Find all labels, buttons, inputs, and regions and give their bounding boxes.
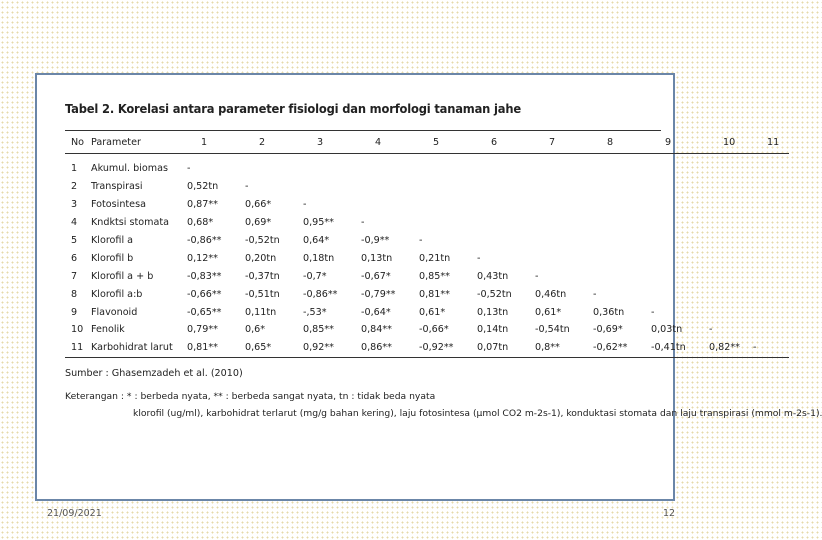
table-cell [361,196,419,214]
table-cell: 0,18tn [303,252,335,264]
units-note: klorofil (ug/ml), karbohidrat terlarut (mg/g bahan kering), laju fotosintesa (µmol CO2 m-2s-1), konduktasi stomata dan laju transpirasi (mmol m-2s-1). [133,407,822,419]
table-cell: 0,46tn [535,288,567,300]
table-row [65,303,789,321]
table-cell: -0,66** [187,288,222,300]
table-cell: -0,64* [361,306,391,318]
table-cell [709,214,753,232]
table-cell: - [477,252,481,264]
table-cell [593,154,651,178]
table-cell: -0,92** [419,339,477,357]
table-cell: - [361,217,365,229]
row-number: 7 [71,270,78,282]
table-cell [651,196,709,214]
table-cell: 0,85** [419,270,450,282]
table-cell [709,232,753,250]
table-cell [651,178,709,196]
table-cell [477,196,535,214]
table-cell: 0,52tn [187,181,219,193]
table-cell [709,178,753,196]
column-header: 6 [477,131,535,154]
table-cell [419,178,477,196]
table-row [65,339,789,357]
table-cell: 0,14tn [477,324,509,336]
table-cell: -0,66* [419,324,449,336]
table-cell [303,178,361,196]
table-cell: - [651,306,655,318]
table-cell: 0,36tn [593,306,625,318]
parameter-name: Fotosintesa [91,199,146,211]
row-number: 3 [71,199,78,211]
table-cell [535,154,593,178]
row-number: 4 [71,217,78,229]
parameter-name: Transpirasi [91,181,143,193]
table-cell: -0,7* [303,270,327,282]
table-cell: 0,61* [535,306,562,318]
table-cell [709,249,753,267]
column-header: 1 [187,131,245,154]
table-row [65,321,789,339]
table-cell [753,232,789,250]
parameter-name: Klorofil b [91,252,134,264]
table-cell: 0,21tn [419,252,451,264]
column-header: 11 [753,131,789,154]
table-cell [753,285,789,303]
table-cell: 0,64* [303,235,330,246]
table-cell [651,214,709,232]
footer-date: 21/09/2021 [47,508,102,519]
table-cell: -0,83** [187,270,222,282]
table-cell [709,267,753,285]
table-cell [245,154,303,178]
table-cell: 0,81** [419,288,450,300]
table-cell [477,232,535,250]
table-row [65,285,789,303]
table-cell [535,214,593,232]
table-cell [651,249,709,267]
parameter-name: Klorofil a + b [91,270,154,282]
table-row [65,178,789,196]
table-cell: 0,68* [187,217,214,229]
table-cell [709,303,753,321]
parameter-name: Akumul. biomas [91,163,168,175]
table-row [65,214,789,232]
table-cell [593,196,651,214]
table-cell [753,196,789,214]
table-row [65,267,789,285]
table-cell: 0,8** [535,339,593,357]
table-cell [709,285,753,303]
table-cell: -0,52tn [245,235,280,246]
column-header: No [65,131,91,154]
table-cell [419,154,477,178]
table-cell: 0,86** [361,339,419,357]
table-cell [361,154,419,178]
table-cell [535,249,593,267]
table-cell [651,232,709,250]
table-cell: 0,82** [709,339,753,357]
row-number: 9 [71,306,78,318]
row-number: 11 [65,339,91,357]
table-cell: 0,92** [303,339,361,357]
table-header-row [65,131,789,154]
table-cell: 0,12** [187,252,218,264]
table-row [65,196,789,214]
table-cell [593,232,651,250]
table-cell: - [245,181,249,193]
table-cell [593,249,651,267]
parameter-name: Klorofil a [91,235,134,246]
table-cell [419,214,477,232]
table-cell: 0,79** [187,324,218,336]
table-cell: 0,65* [245,339,303,357]
column-header: 5 [419,131,477,154]
table-cell [651,285,709,303]
table-cell: 0,6* [245,324,266,336]
table-cell: -0,37tn [245,270,280,282]
table-cell: - [419,235,423,246]
table-cell [753,303,789,321]
column-header: 7 [535,131,593,154]
parameter-name: Karbohidrat larut [91,339,187,357]
column-header: Parameter [91,131,187,154]
table-cell: -0,79** [361,288,396,300]
page-number: 12 [663,508,676,519]
document-image [65,101,822,419]
row-number: 6 [71,252,78,264]
parameter-name: Kndktsi stomata [91,217,169,229]
table-cell [651,154,709,178]
table-cell: 0,66* [245,199,272,211]
table-cell: - [303,199,307,211]
column-header: 9 [651,131,709,154]
table-cell: 0,13tn [477,306,509,318]
table-row [65,154,789,178]
table-cell: -,53* [303,306,327,318]
table-cell [593,214,651,232]
table-cell [753,249,789,267]
table-cell: 0,20tn [245,252,277,264]
table-cell: -0,62** [593,339,651,357]
table-title: Tabel 2. Korelasi antara parameter fisiologi dan morfologi tanaman jahe [65,101,521,116]
row-number: 10 [71,324,84,336]
table-cell: - [593,288,597,300]
table-cell [477,178,535,196]
table-cell [361,178,419,196]
table-cell [303,154,361,178]
table-cell: -0,41tn [651,339,709,357]
table-cell: - [535,270,539,282]
table-cell [651,267,709,285]
column-header: 4 [361,131,419,154]
table-cell: 0,61* [419,306,446,318]
table-cell: 0,13tn [361,252,393,264]
table-cell: -0,54tn [535,324,570,336]
table-cell: -0,51tn [245,288,280,300]
row-number: 2 [71,181,78,193]
table-cell: 0,95** [303,217,334,229]
parameter-name: Flavonoid [91,306,138,318]
table-cell: - [187,163,191,175]
table-cell [535,232,593,250]
legend-note: Keterangan : * : berbeda nyata, ** : berbeda sangat nyata, tn : tidak beda nyata [65,390,436,402]
table-cell [535,196,593,214]
row-number: 8 [71,288,78,300]
table-cell: -0,9** [361,235,390,246]
column-header: 2 [245,131,303,154]
source-note: Sumber : Ghasemzadeh et al. (2010) [65,367,243,379]
table-cell [709,196,753,214]
table-cell [753,267,789,285]
table-cell: 0,84** [361,324,392,336]
table-row [65,249,789,267]
table-cell: 0,87** [187,199,218,211]
column-header: 8 [593,131,651,154]
table-cell [753,178,789,196]
table-cell: -0,67* [361,270,391,282]
table-cell [419,196,477,214]
table-row [65,232,789,250]
parameter-name: Fenolik [91,324,125,336]
table-cell: -0,65** [187,306,222,318]
table-cell: - [753,339,789,357]
table-cell: -0,86** [187,235,222,246]
correlation-table [65,131,789,358]
table-cell: -0,69* [593,324,623,336]
table-cell: -0,52tn [477,288,512,300]
table-body [65,154,789,358]
table-cell [709,154,753,178]
table-cell [593,267,651,285]
table-cell: 0,11tn [245,306,277,318]
table-cell [535,178,593,196]
parameter-name: Klorofil a:b [91,288,143,300]
table-cell [477,214,535,232]
table-cell: 0,07tn [477,339,535,357]
table-cell: 0,85** [303,324,334,336]
column-header: 3 [303,131,361,154]
table-cell: -0,86** [303,288,338,300]
column-header: 10 [709,131,753,154]
table-cell [477,154,535,178]
table-cell: 0,43tn [477,270,509,282]
table-cell [753,214,789,232]
table-cell: 0,03tn [651,324,683,336]
table-cell [593,178,651,196]
row-number: 1 [71,163,78,175]
slide-frame [35,73,822,501]
table-cell [753,321,789,339]
table-cell: - [709,324,713,336]
table-cell [753,154,789,178]
table-cell: 0,69* [245,217,272,229]
row-number: 5 [71,235,78,246]
table-cell: 0,81** [187,339,245,357]
